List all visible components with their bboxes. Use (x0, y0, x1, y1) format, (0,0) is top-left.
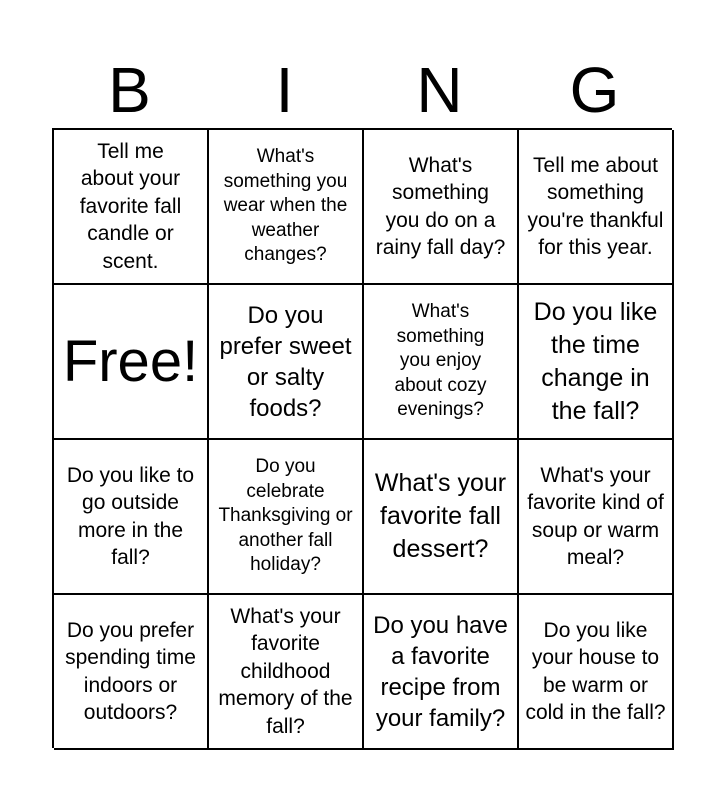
bingo-cell-r4c4[interactable] (519, 595, 674, 750)
bingo-cell-r4c2[interactable] (209, 595, 364, 750)
bingo-header (52, 52, 672, 128)
bingo-cell-text: What's something you enjoy about cozy evenings? (394, 301, 487, 421)
header-letter-g: G (569, 54, 620, 126)
bingo-cell-r1c4[interactable] (519, 130, 674, 285)
bingo-cell-r1c3[interactable] (364, 130, 519, 285)
bingo-cell-free[interactable] (54, 285, 209, 440)
bingo-cell-text: Do you like the time change in the fall? (533, 297, 658, 425)
bingo-cell-r4c3[interactable] (364, 595, 519, 750)
bingo-cell-r2c2[interactable] (209, 285, 364, 440)
bingo-cell-text: Do you celebrate Thanksgiving or another fall holiday? (218, 456, 353, 576)
bingo-board (52, 128, 672, 748)
header-letter-n: N (416, 54, 463, 126)
bingo-cell-text: Do you like your house to be warm or cold in the fall? (525, 618, 666, 724)
bingo-cell-text: Do you prefer sweet or salty foods? (219, 301, 352, 422)
free-space-text: Free! (62, 328, 199, 394)
bingo-cell-text: What's your favorite kind of soup or warm meal? (527, 463, 664, 569)
bingo-cell-r3c3[interactable] (364, 440, 519, 595)
bingo-cell-text: Tell me about something you're thankful for this year. (527, 153, 664, 259)
bingo-cell-r4c1[interactable] (54, 595, 209, 750)
bingo-cell-text: What's your favorite fall dessert? (374, 469, 507, 563)
bingo-cell-text: Tell me about your favorite fall candle or scent. (79, 139, 182, 273)
bingo-cell-text: Do you prefer spending time indoors or outdoors? (65, 618, 196, 724)
bingo-cell-r3c4[interactable] (519, 440, 674, 595)
header-letter-b: B (108, 54, 151, 126)
bingo-cell-text: What's your favorite childhood memory of the fall? (218, 604, 353, 738)
bingo-cell-r1c1[interactable] (54, 130, 209, 285)
bingo-cell-r3c1[interactable] (54, 440, 209, 595)
bingo-cell-r2c4[interactable] (519, 285, 674, 440)
bingo-cell-text: Do you like to go outside more in the fall? (66, 463, 195, 569)
bingo-cell-text: What's something you do on a rainy fall day? (375, 153, 506, 259)
bingo-cell-text: What's something you wear when the weather changes? (223, 146, 348, 266)
header-letter-i: I (275, 54, 294, 126)
bingo-cell-r2c3[interactable] (364, 285, 519, 440)
bingo-cell-r3c2[interactable] (209, 440, 364, 595)
bingo-cell-r1c2[interactable] (209, 130, 364, 285)
bingo-cell-text: Do you have a favorite recipe from your family? (373, 611, 508, 732)
